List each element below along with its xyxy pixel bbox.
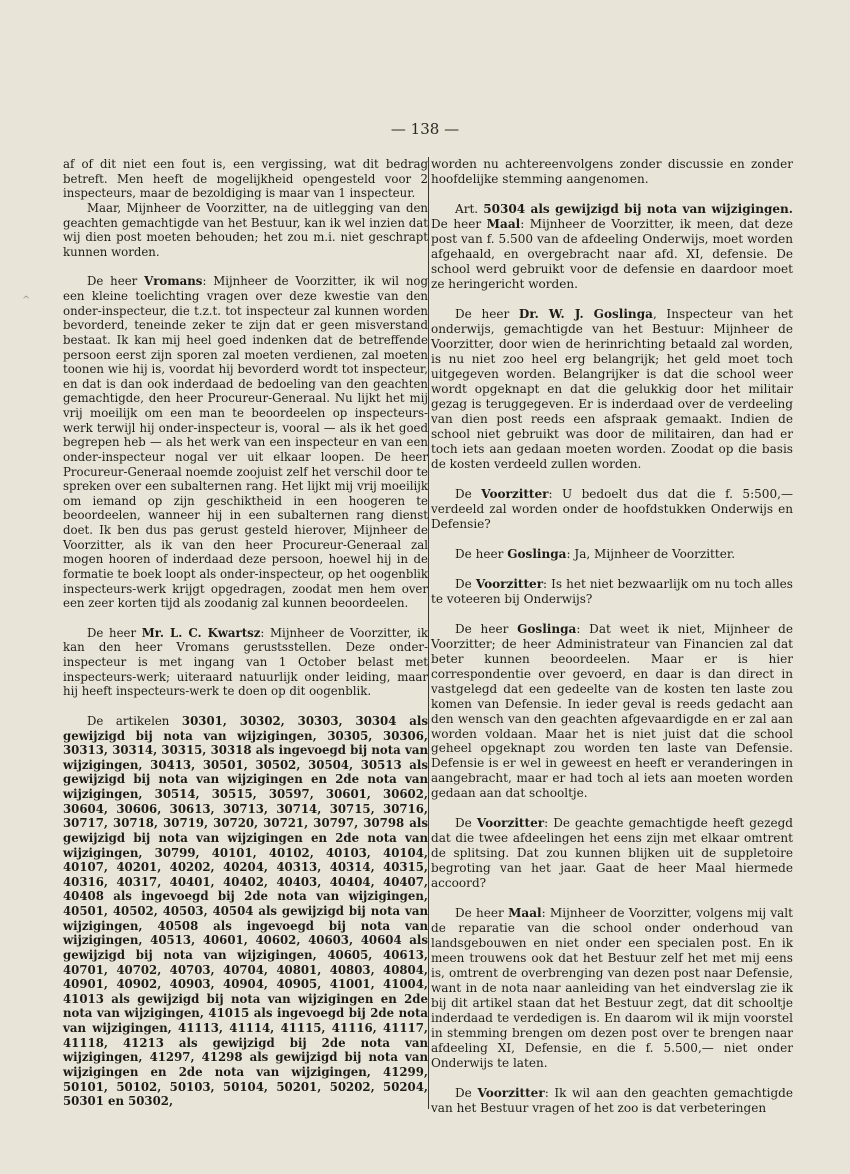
paragraph-text: : Ik wil aan den geachten gemachtigde van het Bestuur vragen of het zoo is dat verbeteringen: [431, 1086, 794, 1116]
right-column: [431, 157, 793, 1116]
speaker-name: Voorzitter: [477, 1086, 545, 1101]
speaker-name: Voorzitter: [476, 816, 545, 831]
paragraph-text: , Inspecteur van het onderwijs, gemachtigde van het Bestuur: Mijnheer de Voorzitter, door wien de herinrichting betaald zal worden, is nu niet zoo heel erg belangrijk; het geld moet toch uitgegeven worden. Belangrijker is dat die school weer wordt opgeknapt en dat die gelukkig door het militair gezag is teruggegeven. Er is inderdaad over de verdeeling van dien post reeds een afspraak gemaakt. Indien de school niet gebruikt was door de militairen, dan had er toch iets aan gedaan moeten worden. Zoodat op die basis de kosten verdeeld zullen worden.: [431, 306, 794, 471]
paragraph-text: Art.: [455, 201, 484, 216]
paragraph-text: worden nu achtereenvolgens zonder discussie en zonder hoofdelijke stemming aangenomen.: [431, 157, 793, 186]
paragraph: [431, 816, 793, 891]
paragraph-text: De heer: [87, 274, 145, 289]
page-number: — 138 —: [390, 120, 460, 138]
paragraph: [431, 906, 793, 1071]
paragraph-text: De heer: [455, 621, 518, 636]
article-list: 50304 als gewijzigd bij nota van wijzigingen.: [483, 201, 793, 216]
article-list: 30301, 30302, 30303, 30304 als gewijzigd bij nota van wijzigingen, 30305, 30306, 30313, 30314, 30315, 30318 als ingevoegd bij nota van wijzigingen, 30413, 30501, 30502, 30504, 30513 als gewijzigd bij nota van wijzigingen en 2de nota van wijzigingen, 30514, 30515, 30597, 30601, 30602, 30604, 30606, 30613, 30713, 30714, 30715, 30716, 30717, 30718, 30719, 30720, 30721, 30797, 30798 als gewijzigd bij nota van wijzigingen en 2de nota van wijzigingen, 30799, 40101, 40102, 40103, 40104, 40107, 40201, 40202, 40204, 40313, 40314, 40315, 40316, 40317, 40401, 40402, 40403, 40404, 40407, 40408 als ingevoegd bij 2de nota van wijzigingen, 40501, 40502, 40503, 40504 als gewijzigd bij nota van wijzigingen, 40508 als ingevoegd bij nota van wijzigingen, 40513, 40601, 40602, 40603, 40604 als gewijzigd bij nota van wijzigingen, 40605, 40613, 40701, 40702, 40703, 40704, 40801, 40803, 40804, 40901, 40902, 40903, 40904, 40905, 41001, 41004, 41013 als gewijzigd bij nota van wijzigingen en 2de nota van wijzigingen, 41015 als ingevoegd bij 2de nota van wijzigingen, 41113, 41114, 41115, 41116, 41117, 41118, 41213 als gewijzigd bij 2de nota van wijzigingen, 41297, 41298 als gewijzigd bij nota van wijzigingen en 2de nota van wijzigingen, 41299, 50101, 50102, 50103, 50104, 50201, 50202, 50204, 50301 en 50302,: [63, 713, 428, 1109]
paragraph: [63, 157, 428, 201]
paragraph-text: : U bedoelt dus dat die f. 5:500,— verdeeld zal worden onder de hoofdstukken Onderwijs en Defensie?: [431, 486, 793, 531]
paragraph-text: : Is het niet bezwaarlijk om nu toch alles te voteeren bij Onderwijs?: [431, 576, 793, 606]
paragraph: [431, 307, 793, 472]
paragraph-text: Maar, Mijnheer de Voorzitter, na de uitlegging van den geachten gemachtigde van het Bestuur, kan ik wel inzien dat wij dien post moeten behouden; het zou m.i. niet geschrapt kunnen worden.: [63, 200, 428, 259]
speaker-name: Maal: [508, 906, 542, 921]
speaker-name: Goslinga: [507, 546, 567, 561]
speaker-name: Voorzitter: [475, 576, 544, 591]
paragraph: [431, 487, 793, 532]
speaker-name: Maal: [486, 216, 521, 231]
paragraph-text: : Mijnheer de Voorzitter, ik meen, dat deze post van f. 5.500 van de afdeeling Onderwijs, moet worden afgehaald, en overgebracht naar afd. XI, defensie. De school werd gebruikt voor de defensie en daardoor moet ze heringericht worden.: [431, 216, 793, 291]
paragraph-text: De: [455, 816, 477, 831]
speaker-name: Voorzitter: [481, 486, 549, 501]
paragraph-text: : Dat weet ik niet, Mijnheer de Voorzitter; de heer Administrateur van Financien zal dat beter kunnen beoordeelen. Maar er is hier correspondentie over gevoerd, en daar is dan direct in vastgelegd dat een gedeelte van de kosten ten laste zou komen van Defensie. In ieder geval is reeds gedacht aan den wensch van den geachten afgevaardigde en er zal aan worden voldaan. Maar het is niet juist dat die school geheel opgeknapt zou worden ten laste van Defensie. Defensie is er wel in geweest en heeft er veranderingen in aangebracht, maar er had toch al iets aan moeten worden gedaan aan dat schooltje.: [431, 621, 793, 801]
paragraph: [63, 626, 428, 699]
paragraph-text: De artikelen: [87, 713, 182, 728]
speaker-name: Goslinga: [517, 621, 577, 636]
paragraph-text: De: [455, 486, 482, 501]
paragraph: [431, 622, 793, 802]
column-divider: [428, 157, 429, 1109]
paragraph-text: : Mijnheer de Voorzitter, ik kan den heer Vromans gerustsstellen. Deze onder-inspecteur is met ingang van 1 October belast met inspecteurs-werk; uiteraard natuurlijk onder leiding, maar hij heeft inspecteurs-werk te doen op dit oogenblik.: [63, 625, 428, 699]
paragraph: [431, 202, 793, 292]
paragraph: [63, 201, 428, 260]
speaker-name: Mr. L. C. Kwartsz: [141, 625, 261, 640]
paragraph: [431, 1086, 793, 1116]
paragraph-text: : De geachte gemachtigde heeft gezegd dat die twee afdeelingen het eens zijn met elkaar omtrent de splitsing. Dat zou kunnen blijken uit de suppletoire begroting van het jaar. Gaat de heer Maal hiermede accoord?: [431, 816, 793, 891]
speaker-name: Dr. W. J. Goslinga: [518, 306, 653, 321]
paragraph: [63, 714, 428, 1109]
left-column: [63, 157, 428, 1109]
paragraph-text: De heer: [455, 546, 508, 561]
paragraph-text: De heer: [455, 306, 519, 321]
speaker-name: Vromans: [144, 274, 203, 289]
paragraph-text: De: [455, 576, 476, 591]
paragraph: [431, 157, 793, 187]
paragraph-text: De: [455, 1086, 478, 1101]
paragraph: [431, 547, 793, 562]
binding-mark: ^: [22, 295, 31, 306]
paragraph: [431, 577, 793, 607]
paragraph-text: : Ja, Mijnheer de Voorzitter.: [566, 546, 736, 561]
paragraph: [63, 274, 428, 610]
paragraph-text: : Mijnheer de Voorzitter, ik wil nog een kleine toelichting vragen over deze kwestie van den onder-inspecteur, die t.z.t. tot inspecteur zal kunnen worden bevorderd, teneinde zeker te zijn dat er geen misverstand bestaat. Ik kan mij heel goed indenken dat de betreffende persoon eerst zijn sporen zal moeten verdienen, zal moeten toonen wie hij is, voordat hij bevorderd wordt tot inspecteur, en dat is dan ook inderdaad de bedoeling van den geachten gemachtigde, den heer Procureur-Generaal. Nu lijkt het mij vrij moeilijk om een man te beoordeelen op inspecteurs-werk terwijl hij onder-inspecteur is, vooral — als ik het goed begrepen heb — als het werk van een inspecteur en van een onder-inspecteur nogal ver uit elkaar loopen. De heer Procureur-Generaal noemde zoojuist zelf het verschil door te spreken over een subalternen rang. Het lijkt mij vrij moeilijk om iemand op zijn geschiktheid in een hoogeren te beoordeelen, wanneer hij in een subalternen rang dienst doet. Ik ben dus pas gerust gesteld hierover, Mijnheer de Voorzitter, als ik van den heer Procureur-Generaal zal mogen hooren of inderdaad deze persoon, hoewel hij in de formatie te boek loopt als onder-inspecteur, op het oogenblik inspecteurs-werk krijgt opgedragen, zoodat men hem over een zeer korten tijd als zoodanig zal kunnen beoordeelen.: [63, 274, 428, 611]
paragraph-text: De heer: [431, 216, 487, 231]
paragraph-text: af of dit niet een fout is, een vergissing, wat dit bedrag betreft. Men heeft de mogelijkheid opengesteld voor 2 inspecteurs, maar de bezoldiging is maar van 1 inspecteur.: [63, 157, 428, 201]
paragraph-text: De heer: [455, 906, 509, 921]
paragraph-text: : Mijnheer de Voorzitter, volgens mij valt de reparatie van die school onder onderhoud van landsgebouwen en niet onder een specialen post. En ik meen trouwens ook dat het Bestuur zelf het met mij eens is, omtrent de overbrenging van dezen post naar Defensie, want in de nota naar aanleiding van het eindverslag zie ik bij dit artikel staan dat het Bestuur zegt, dat dit schooltje inderdaad te verdedigen is. En daarom wil ik mijn voorstel in stemming brengen om dezen post over te brengen naar afdeeling XI, Defensie, en die f. 5.500,— niet onder Onderwijs te laten.: [431, 906, 793, 1071]
paragraph-text: De heer: [87, 625, 142, 640]
